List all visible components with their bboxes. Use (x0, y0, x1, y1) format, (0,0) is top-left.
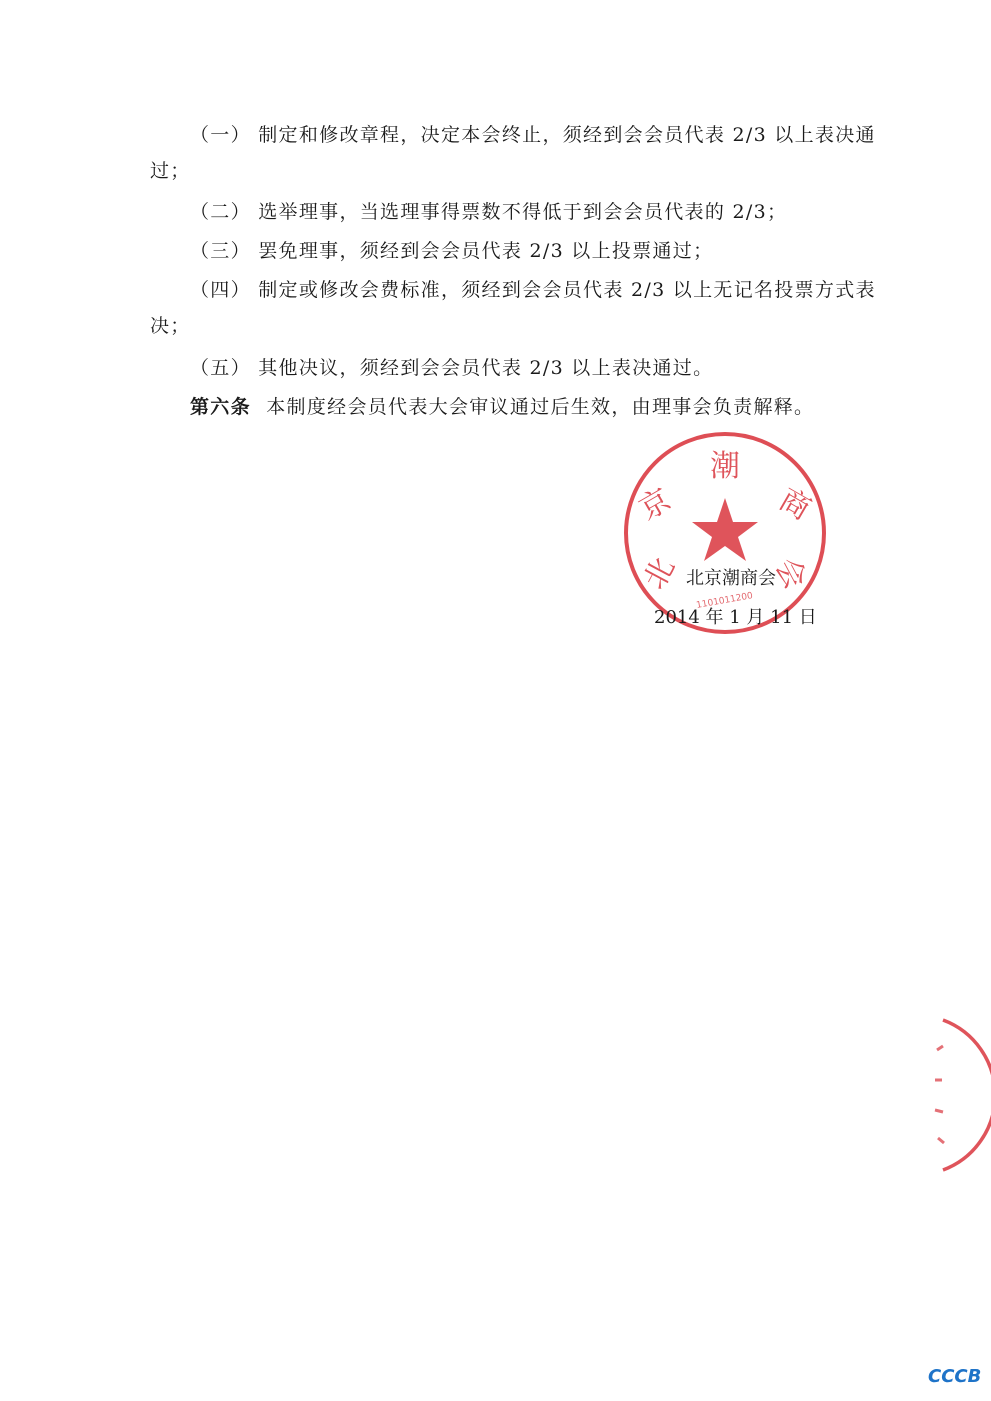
seal-char-3: 潮 (710, 449, 740, 484)
clause-4-line-1: （四） 制定或修改会费标准，须经到会会员代表 2/3 以上无记名投票方式表 (190, 279, 876, 301)
seal-star-icon (692, 498, 758, 561)
clause-1-line-1: （一） 制定和修改章程，决定本会终止，须经到会会员代表 2/3 以上表决通 (190, 124, 876, 146)
watermark-logo: CCCB (928, 1366, 982, 1387)
seal-code: 1101011200 (695, 591, 754, 611)
article-6-text: 本制度经会员代表大会审议通过后生效，由理事会负责解释。 (266, 396, 815, 418)
clause-1-line-2: 过； (150, 160, 191, 182)
seal-char-4: 商 (773, 482, 817, 528)
article-6-label: 第六条 (190, 396, 251, 418)
seal-char-1: 北 (637, 552, 683, 595)
clause-4-line-2: 决； (150, 315, 191, 337)
seal-char-2: 京 (633, 482, 677, 528)
seal-char-5: 会 (767, 552, 813, 595)
edge-seal (905, 1010, 991, 1180)
clause-3: （三） 罢免理事，须经到会会员代表 2/3 以上投票通过； (190, 240, 714, 262)
clause-2: （二） 选举理事，当选理事得票数不得低于到会会员代表的 2/3； (190, 201, 788, 223)
clause-5: （五） 其他决议，须经到会会员代表 2/3 以上表决通过。 (190, 357, 714, 379)
signature-org: 北京潮商会 (686, 568, 776, 589)
article-6 (190, 395, 814, 419)
signature-date: 2014 年 1 月 11 日 (654, 607, 817, 628)
